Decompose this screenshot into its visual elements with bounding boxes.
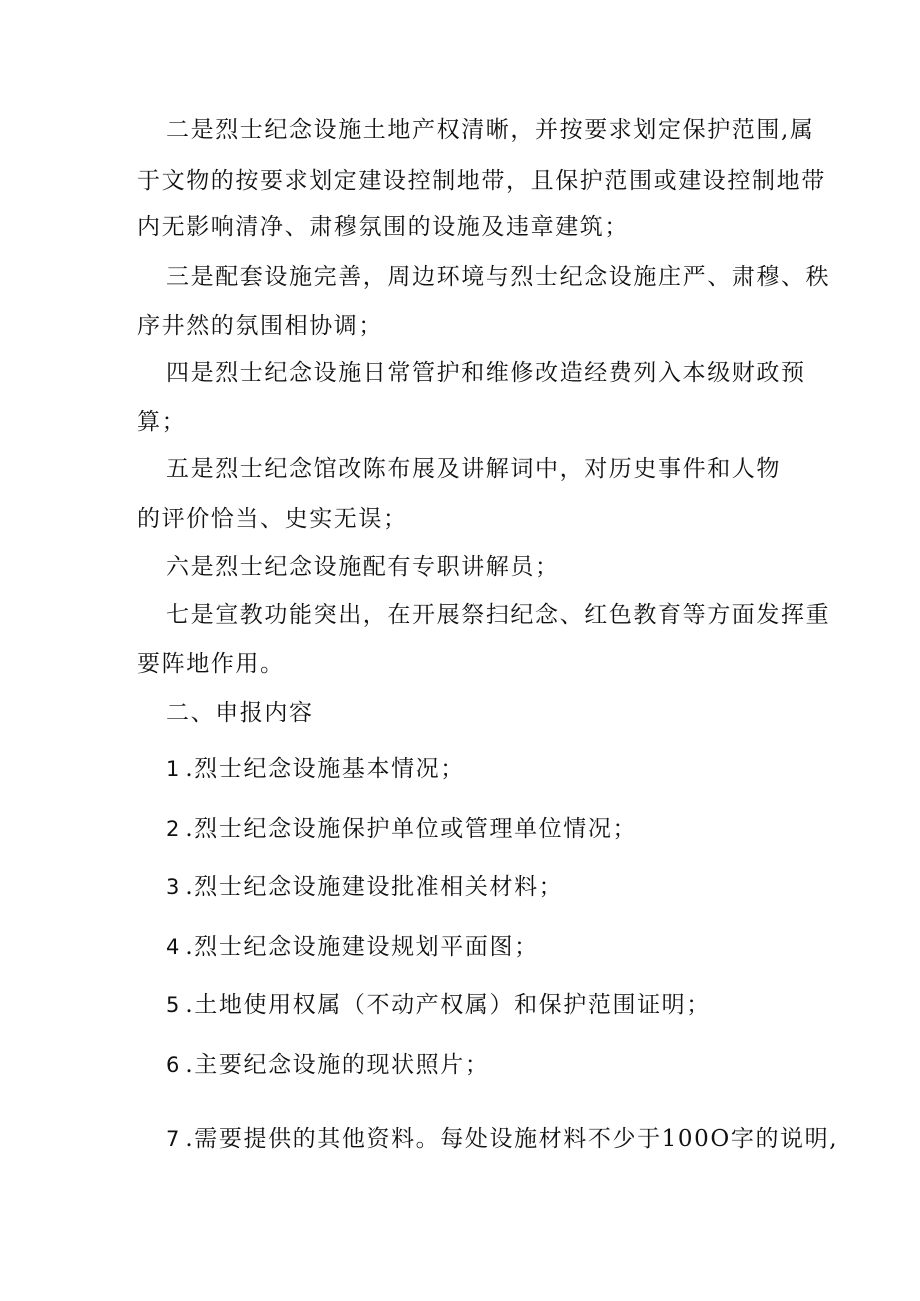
paragraph-line: 五是烈士纪念馆改陈布展及讲解词中，对历史事件和人物 bbox=[166, 456, 781, 482]
list-item-number: 4 bbox=[166, 935, 180, 959]
paragraph-line: 于文物的按要求划定建设控制地带，且保护范围或建设控制地带 bbox=[137, 168, 826, 194]
list-item bbox=[166, 1124, 838, 1154]
list-item bbox=[166, 814, 637, 844]
list-item bbox=[166, 990, 711, 1020]
list-item-number: 3 bbox=[166, 875, 180, 899]
paragraph-line: 序井然的氛围相协调； bbox=[137, 313, 383, 339]
paragraph-line: 三是配套设施完善，周边环境与烈士纪念设施庄严、肃穆、秩 bbox=[166, 264, 831, 290]
paragraph-line: 算； bbox=[137, 409, 187, 435]
list-item-number: 5 bbox=[166, 993, 180, 1017]
section-heading: 二、申报内容 bbox=[166, 700, 314, 726]
paragraph-line: 七是宣教功能突出，在开展祭扫纪念、红色教育等方面发挥重 bbox=[166, 602, 831, 628]
list-item-number: 7 bbox=[166, 1127, 180, 1151]
list-item-text: .烈士纪念设施建设批准相关材料； bbox=[185, 874, 564, 900]
list-item-text: .主要纪念设施的现状照片； bbox=[185, 1052, 490, 1078]
list-item-number: 6 bbox=[166, 1053, 180, 1077]
list-item bbox=[166, 1050, 490, 1080]
list-item-text: .烈士纪念设施建设规划平面图； bbox=[185, 934, 539, 960]
paragraph-line: 的评价恰当、史实无误； bbox=[137, 506, 408, 532]
paragraph-line: 内无影响清净、肃穆氛围的设施及违章建筑； bbox=[137, 214, 629, 240]
paragraph-line: 要阵地作用。 bbox=[137, 651, 285, 677]
paragraph-line: 四是烈士纪念设施日常管护和维修改造经费列入本级财政预 bbox=[166, 360, 806, 386]
list-item bbox=[166, 754, 465, 784]
paragraph-line: 六是烈士纪念设施配有专职讲解员； bbox=[166, 554, 560, 580]
list-item bbox=[166, 932, 539, 962]
list-item-text: .烈士纪念设施保护单位或管理单位情况； bbox=[185, 816, 638, 842]
list-item-text: .需要提供的其他资料。每处设施材料不少于100O字的说明, bbox=[185, 1126, 839, 1152]
list-item-number: 1 bbox=[166, 757, 180, 781]
list-item-text: .土地使用权属（不动产权属）和保护范围证明； bbox=[185, 992, 711, 1018]
list-item bbox=[166, 872, 563, 902]
list-item-number: 2 bbox=[166, 817, 180, 841]
paragraph-line: 二是烈士纪念设施土地产权清晰，并按要求划定保护范围,属 bbox=[166, 117, 815, 143]
list-item-text: .烈士纪念设施基本情况； bbox=[185, 756, 465, 782]
